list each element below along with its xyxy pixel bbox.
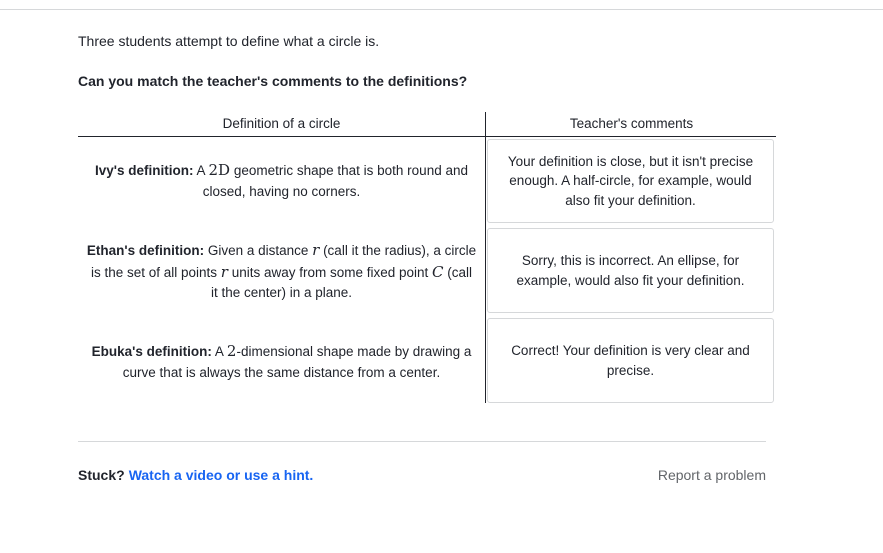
stuck-section: [78, 467, 313, 483]
report-problem-link[interactable]: Report a problem: [657, 467, 766, 483]
intro-text: Three students attempt to define what a circle is.: [78, 33, 380, 49]
matching-table: [78, 112, 776, 403]
comments-column-header: Teacher's comments: [569, 116, 694, 131]
header-divider: [78, 136, 776, 137]
ethan-math-r-2: r: [220, 262, 228, 281]
ethan-definition-text-2: (call it the radius), a circle is the set of all points: [90, 243, 477, 280]
ivy-definition: [86, 160, 477, 202]
comment-card-1[interactable]: [487, 139, 774, 223]
comment-card-3-text: Correct! Your definition is very clear and precise.: [511, 343, 750, 378]
ebuka-math-2: 2: [226, 342, 237, 360]
comment-card-3[interactable]: [487, 318, 774, 403]
ivy-math-2d: 2D: [208, 161, 231, 179]
ebuka-definition-label: Ebuka's definition:: [91, 344, 212, 359]
ethan-definition-text-1: Given a distance: [204, 243, 313, 258]
footer-divider: [78, 441, 766, 442]
ivy-definition-text-1: A: [196, 163, 209, 178]
ivy-definition-text-2: geometric shape that is both round and closed, having no corners.: [202, 163, 468, 199]
question-text: Can you match the teacher's comments to the definitions?: [78, 73, 468, 89]
ebuka-definition-text-1: A: [211, 344, 227, 359]
definitions-column-header: Definition of a circle: [222, 116, 341, 131]
ebuka-definition-text-2: -dimensional shape made by drawing a curve that is always the same distance from a center.: [122, 344, 472, 380]
comment-card-2[interactable]: [487, 228, 774, 313]
ethan-definition-text-3: units away from some fixed point: [227, 264, 433, 280]
ivy-definition-label: Ivy's definition:: [95, 163, 194, 178]
ethan-definition-text-4: (call it the center) in a plane.: [210, 264, 473, 300]
column-divider: [485, 112, 486, 403]
comment-card-1-text: Your definition is close, but it isn't precise enough. A half-circle, for example, would also fit your definition.: [507, 153, 754, 208]
ebuka-definition: [86, 341, 477, 383]
ethan-definition: [86, 240, 477, 304]
ethan-math-r-1: r: [312, 241, 320, 259]
ethan-math-c: C: [432, 262, 444, 281]
hint-link[interactable]: Watch a video or use a hint.: [128, 467, 314, 483]
ethan-definition-label: Ethan's definition:: [86, 243, 205, 258]
stuck-label: Stuck?: [78, 467, 125, 483]
comment-card-2-text: Sorry, this is incorrect. An ellipse, for example, would also fit your definition.: [516, 253, 745, 288]
top-divider: [0, 9, 883, 10]
